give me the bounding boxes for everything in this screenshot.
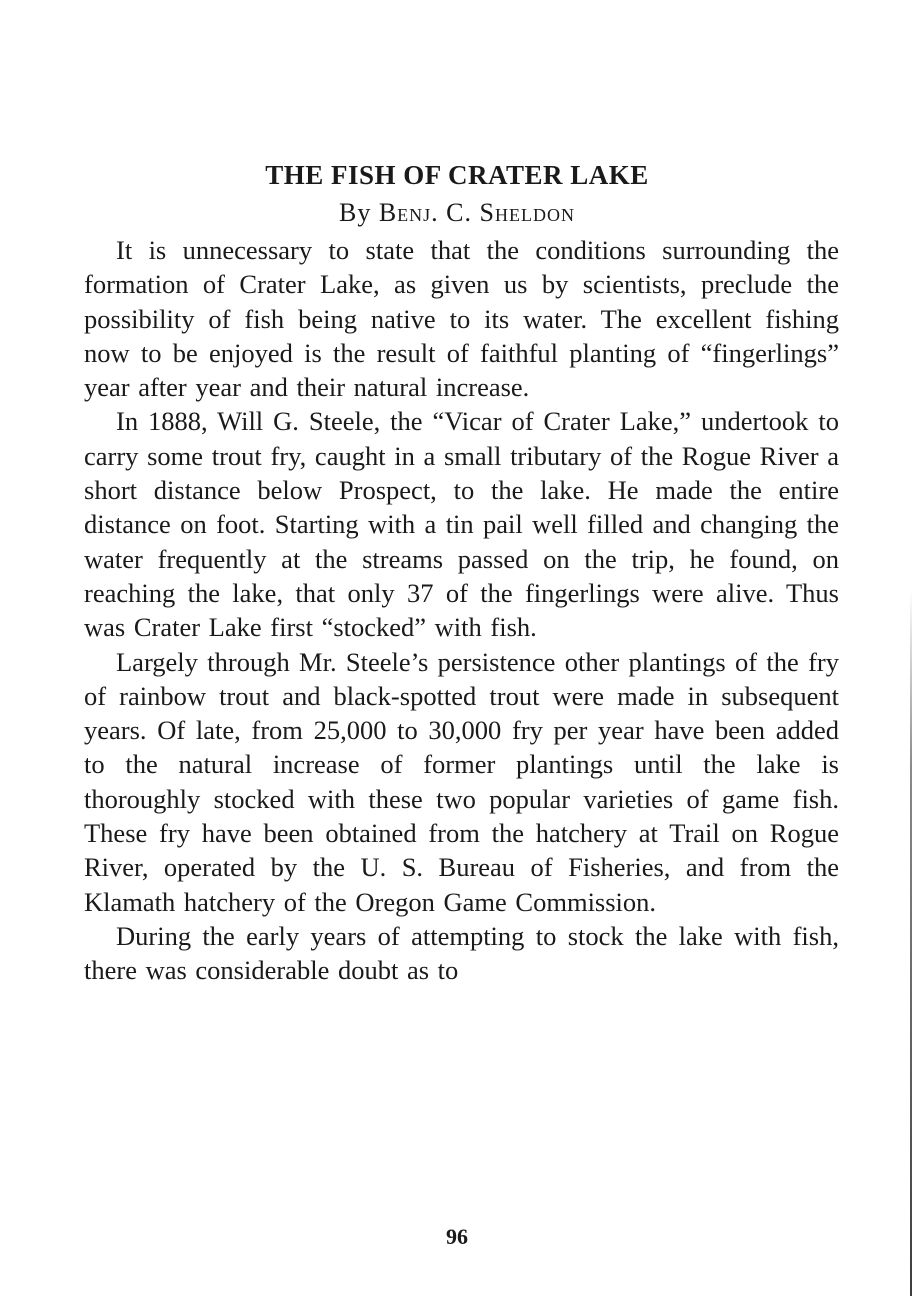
byline-prefix: By <box>339 198 379 227</box>
byline-author: Benj. C. Sheldon <box>378 198 575 227</box>
article-title: THE FISH OF CRATER LAKE <box>265 160 649 190</box>
paragraph-4: During the early years of attempting to stock the lake with fish, there was considerable doubt as to <box>84 920 839 986</box>
page-number: 96 <box>446 1224 468 1249</box>
article-body <box>84 233 839 988</box>
paragraph-2: In 1888, Will G. Steele, the “Vicar of Crater Lake,” undertook to carry some trout fry, caught in a small tributary of the Rogue River a short distance below Prospect, to the lake. He made the entire distance on foot. Starting with a tin pail well filled and changing the water frequently at the streams passed on the trip, he found, on reaching the lake, that only 37 of the fingerlings were alive. Thus was Crater Lake first “stocked” with fish. <box>84 406 839 643</box>
paragraph-1: It is unnecessary to state that the conditions surrounding the formation of Crater Lake, as given us by scientists, preclude the possibility of fish being native to its water. The excellent fishing now to be enjoyed is the result of faithful planting of “fingerlings” year after year and their natural increase. <box>84 235 839 403</box>
paragraph-3: Largely through Mr. Steele’s persistence other plantings of the fry of rainbow trout and black-spotted trout were made in subsequent years. Of late, from 25,000 to 30,000 fry per year have been added to the natural increase of former plantings until the lake is thoroughly stocked with these two popular varieties of game fish. These fry have been obtained from the hatchery at Trail on Rogue River, operated by the U. S. Bureau of Fisheries, and from the Klamath hatchery of the Oregon Game Commission. <box>84 646 839 917</box>
page-edge-shadow <box>910 590 912 1296</box>
article-byline <box>0 196 914 230</box>
